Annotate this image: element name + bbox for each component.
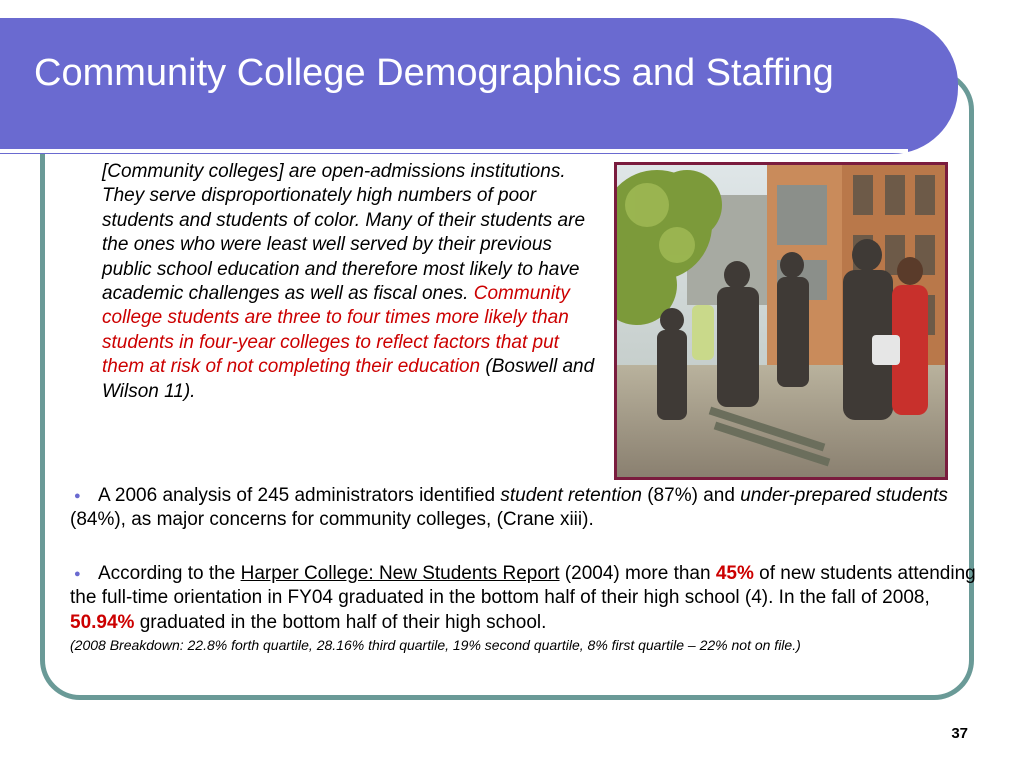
slide-title: Community College Demographics and Staffing [34,52,834,94]
bullet-text: According to the [98,563,241,584]
bullet-harper-report [70,562,976,655]
quote-citation: (Boswell and Wilson 11). [102,356,595,402]
bullet-dot-icon: ● [74,490,81,502]
bullet-emphasis: student retention [500,485,642,506]
bullet-retention [70,484,976,533]
page-number: 37 [951,725,968,742]
bullet-text: graduated in the bottom half of their high school. [134,611,547,633]
stat-highlight: 50.94% [70,611,135,633]
campus-students-photo [614,162,948,480]
report-title: Harper College: New Students Report [240,563,560,584]
quote-block [102,160,598,404]
breakdown-note: (2008 Breakdown: 22.8% forth quartile, 28.16% third quartile, 19% second quartile, 8% first quartile – 22% not on file.) [70,637,801,654]
bullet-text: (84%), as major concerns for community colleges, (Crane xiii). [70,509,594,531]
bullet-text: (87%) and [641,485,741,506]
bullet-emphasis: under-prepared students [740,485,948,506]
title-underline [0,149,908,153]
bullet-dot-icon: ● [74,568,81,580]
bullet-text: (2004) more than [559,563,716,584]
quote-highlight-text: Community college students are three to four times more likely than students in four-year colleges to reflect factors that put them at risk of not completing their education [102,283,570,378]
bullet-text: of new students attending the full-time orientation in FY04 graduated in the bottom half of their high school (4). In the fall of 2008, [70,563,976,609]
quote-text: [Community colleges] are open-admissions institutions. They serve disproportionately high numbers of poor students and students of color. Many of their students are the ones who were least well served by their previous public school education and therefore most likely to have academic challenges as well as fiscal ones. [102,161,586,305]
stat-highlight: 45% [715,563,754,584]
bullet-text: A 2006 analysis of 245 administrators identified [98,485,501,506]
